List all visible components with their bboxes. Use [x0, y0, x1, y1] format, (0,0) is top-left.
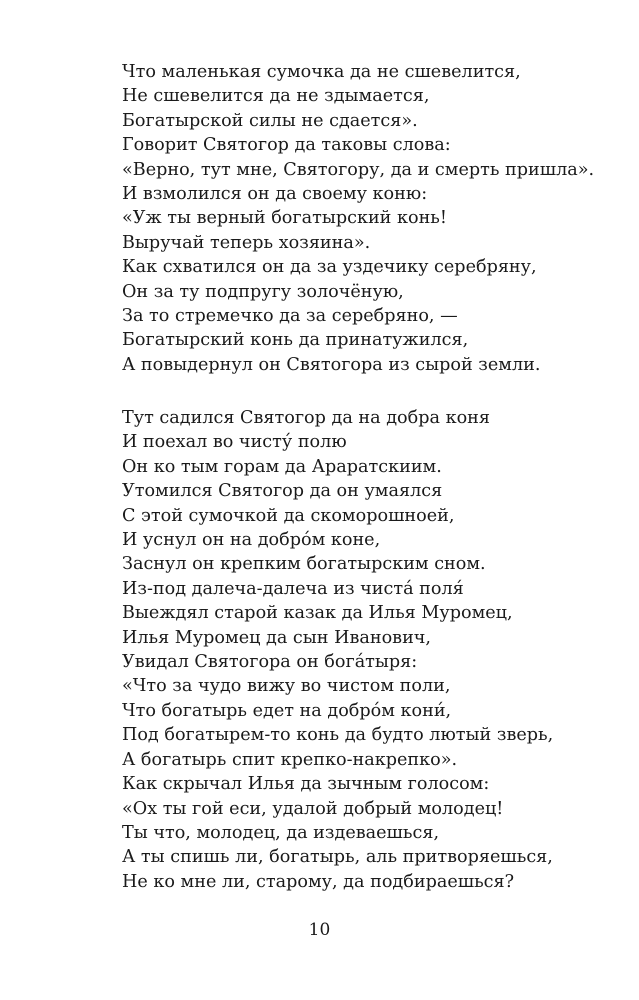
verse-line: Он за ту подпругу золочёную,	[122, 281, 404, 302]
verse-line: За то стремечко да за серебряно, —	[122, 306, 458, 327]
verse-line: Тут садился Святогор да на добра коня	[122, 408, 490, 428]
verse-line: «Верно, тут мне, Святогору, да и смерть пришла».	[122, 159, 595, 180]
verse-line: Выеждял старой казак да Илья Муромец,	[122, 603, 513, 624]
stanza-2	[122, 406, 602, 894]
verse-line: Что богатырь едет на добро́м кони́,	[122, 700, 452, 721]
verse-line: И взмолился он да своему коню:	[122, 184, 428, 205]
verse-line: Ты что, молодец, да издеваешься,	[122, 822, 440, 843]
verse-line: Утомился Святогор да он умаялся	[122, 481, 443, 502]
verse-line: А повыдернул он Святогора из сырой земли.	[122, 354, 541, 375]
verse-line: Как скрычал Илья да зычным голосом:	[122, 774, 490, 795]
verse-line: А ты спишь ли, богатырь, аль притворяешься,	[122, 847, 553, 868]
verse-line: Богатырской силы не сдается».	[122, 110, 418, 131]
page-number: 10	[308, 920, 331, 940]
stanza-1	[122, 60, 602, 377]
verse-line: Говорит Святогор да таковы слова:	[122, 135, 451, 156]
verse-line: «Уж ты верный богатырский конь!	[122, 208, 447, 229]
verse-line: Из-под далеча-далеча из чиста́ поля́	[122, 578, 464, 599]
verse-line: Богатырский конь да принатужился,	[122, 330, 469, 351]
verse-line: Не сшевелится да не здымается,	[122, 86, 430, 107]
verse-line: Под богатырем-то конь да будто лютый зверь,	[122, 725, 554, 746]
verse-line: «Что за чудо вижу во чистом поли,	[122, 676, 451, 697]
verse-line: Увидал Святогора он бога́тыря:	[122, 652, 418, 673]
verse-line: Что маленькая сумочка да не сшевелится,	[122, 62, 521, 82]
verse-line: Илья Муромец да сын Иванович,	[122, 627, 432, 648]
verse-line: С этой сумочкой да скоморошноей,	[122, 505, 455, 526]
verse-line: Заснул он крепким богатырским сном.	[122, 554, 486, 575]
verse-line: И поехал во чисту́ полю	[122, 432, 347, 453]
verse-line: Выручай теперь хозяина».	[122, 232, 371, 253]
verse-line: Не ко мне ли, старому, да подбираешься?	[122, 871, 515, 892]
verse-line: И уснул он на добро́м коне,	[122, 530, 381, 551]
verse-line: Он ко тым горам да Араратскиим.	[122, 456, 442, 477]
verse-line: «Ох ты гой еси, удалой добрый молодец!	[122, 798, 504, 819]
verse-line: Как схватился он да за уздечику серебряну,	[122, 257, 537, 278]
verse-line: А богатырь спит крепко-накрепко».	[122, 749, 458, 770]
